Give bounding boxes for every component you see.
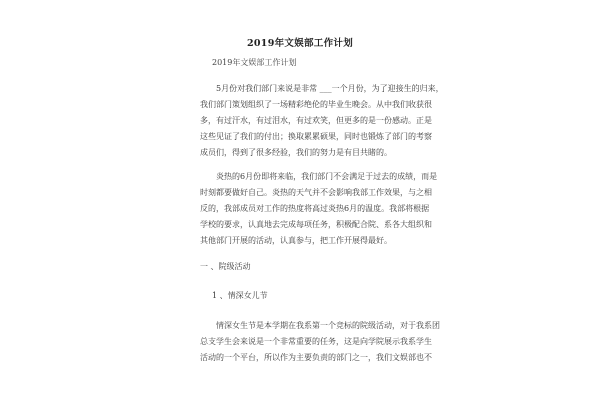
paragraph-girls-day [200, 318, 440, 366]
section-heading: 一 、院级活动 [200, 262, 251, 271]
paragraph-june-plan [200, 169, 438, 249]
paragraph-line: 时刻都要做好自己。炎热的天气并不会影响我部工作效果，与之相 [200, 188, 432, 197]
paragraph-line: 这些见证了我们的付出；换取累累硕果，同时也锻炼了部门的考察 [200, 132, 432, 141]
paragraph-line: 5月份对我们部门来说是非常 ___一个月份，为了迎接生的归来， [216, 84, 444, 93]
paragraph-line: 炎热的6月份即将来临，我们部门不会满足于过去的成绩，而是 [216, 172, 438, 181]
paragraph-line: 成员们，得到了很多经验，我们的努力是有目共睹的。 [200, 148, 392, 157]
paragraph-line: 学校的要求，认真地去完成每项任务，积极配合院、系各大组织和 [200, 220, 432, 229]
paragraph-may-report [200, 81, 444, 161]
paragraph-line: 总支学生会来说是一个非常重要的任务，这是向学院展示我系学生 [200, 337, 432, 346]
paragraph-line: 反的，我部成员对工作的热度将高过炎热6月的温度。我部将根据 [200, 204, 430, 213]
paragraph-line: 情深女生节是本学期在我系第一个竞标的院级活动，对于我系团 [216, 321, 440, 330]
paragraph-line: 我们部门策划组织了一场精彩绝伦的毕业生晚会。从中我们收获很 [200, 100, 432, 109]
paragraph-line: 其他部门开展的活动，认真参与，把工作开展得最好。 [200, 236, 392, 245]
paragraph-line: 多，有过汗水，有过泪水，有过欢笑，但更多的是一份感动。正是 [200, 116, 432, 125]
document-subtitle: 2019年文娱部工作计划 [212, 58, 297, 67]
subsection-heading: 1 、情深女儿节 [212, 291, 268, 300]
paragraph-line: 活动的一个平台，所以作为主要负责的部门之一，我们文娱部也不 [200, 353, 432, 362]
document-title: 2019年文娱部工作计划 [246, 38, 354, 49]
